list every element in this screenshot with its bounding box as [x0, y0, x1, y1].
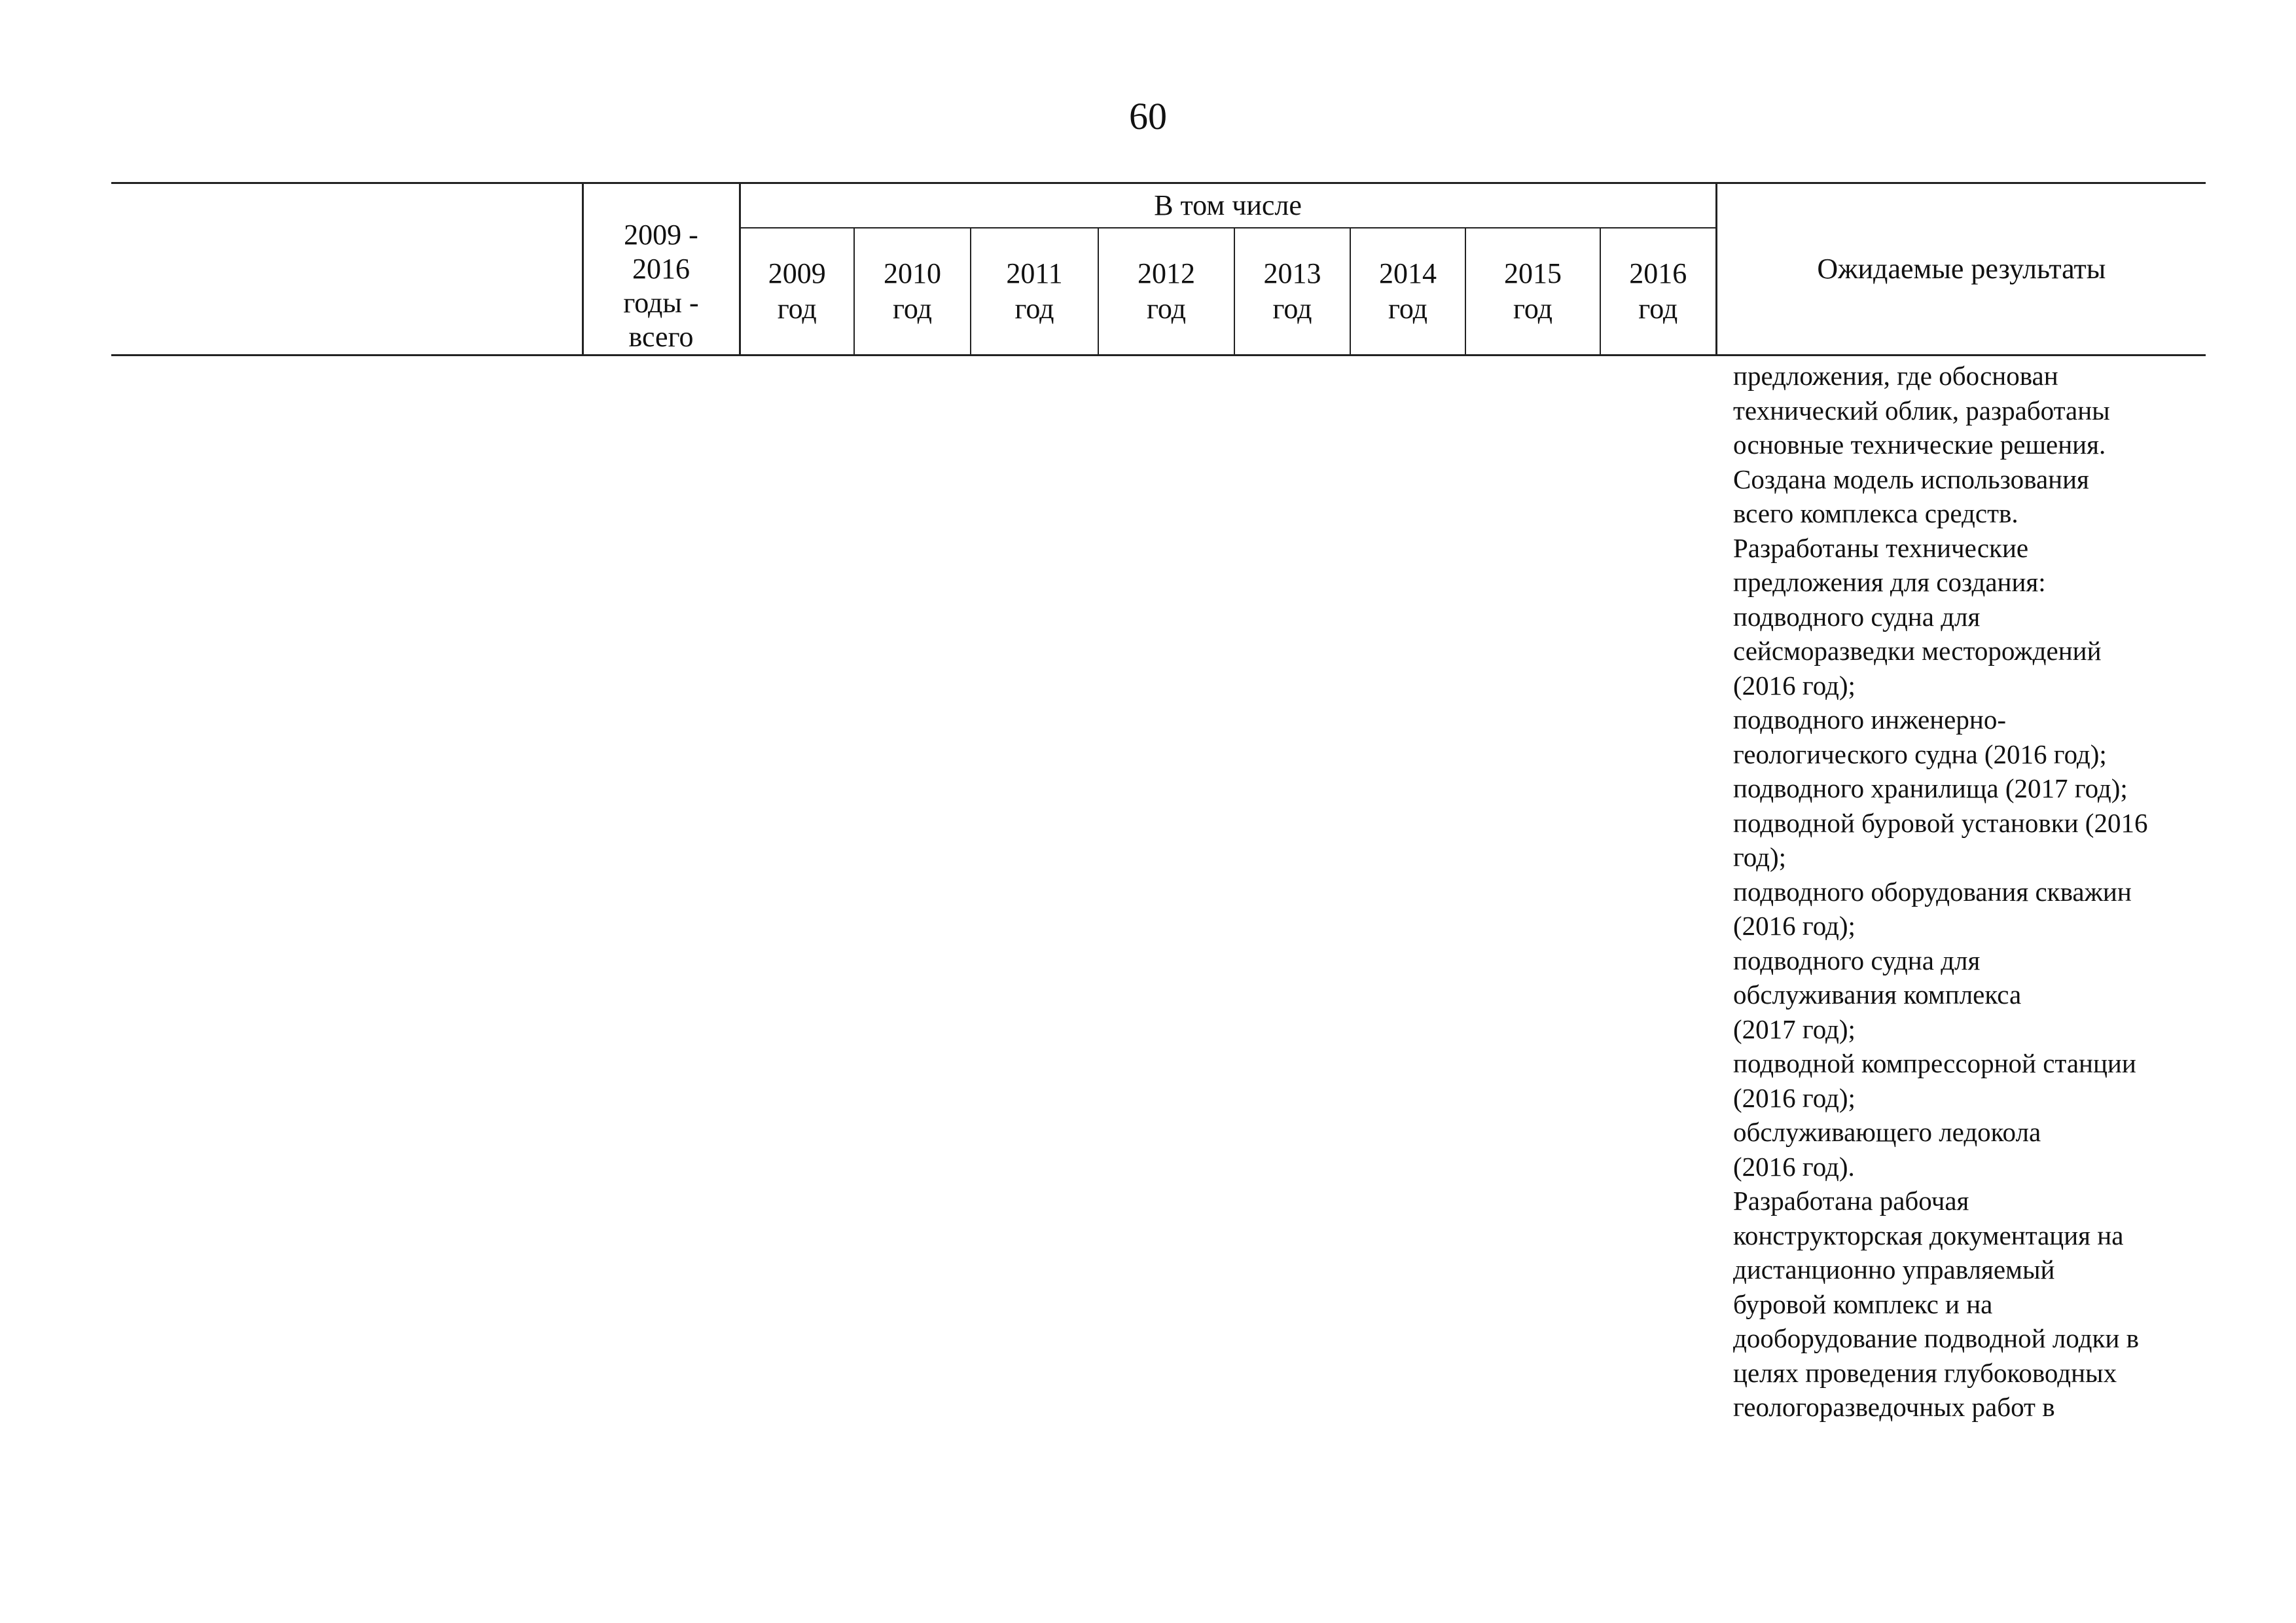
year-unit: год [1014, 293, 1054, 325]
expected-results-text: предложения, где обоснован технический облик, разработаны основные технические решения. Создана модель использования всего комплекса средств. Разработаны технические предложения для создания: подводного судна для сейсморазведки месторождений (2016 год); подводного инженерно- геологического судна (2016 год); подводного хранилища (2017 год); подводной буровой установки (2016 год); подводного оборудования скважин (2016 год); подводного судна для обслуживания комплекса (2017 год); подводной компрессорной станции (2016 год); обслуживающего ледокола (2016 год). Разработана рабочая конструкторская документация на дистанционно управляемый буровой комплекс и на дооборудование подводной лодки в целях проведения глубоководных геологоразведочных работ в [1733, 361, 2148, 1422]
header-total-cell [583, 183, 740, 356]
year-unit: год [892, 293, 933, 325]
header-year-cell [740, 228, 854, 355]
year-label: 2009 [768, 257, 826, 290]
header-year-cell [1350, 228, 1465, 355]
year-label: 2015 [1504, 257, 1562, 290]
year-label: 2016 [1629, 257, 1687, 290]
year-label: 2012 [1138, 257, 1195, 290]
header-total-label: 2009 - 2016 годы - всего [623, 219, 699, 353]
page-number: 60 [1129, 95, 1167, 137]
header-including-label: В том числе [1154, 189, 1302, 222]
header-year-cell [971, 228, 1098, 355]
header-year-cell [1234, 228, 1350, 355]
header-year-cell [854, 228, 971, 355]
year-label: 2013 [1263, 257, 1321, 290]
header-year-cell [1600, 228, 1716, 355]
year-unit: год [777, 293, 817, 325]
year-unit: год [1513, 293, 1553, 325]
year-unit: год [1272, 293, 1312, 325]
year-label: 2010 [884, 257, 941, 290]
header-year-cell [1465, 228, 1600, 355]
header-including-cell [740, 183, 1716, 228]
year-unit: год [1146, 293, 1187, 325]
header-blank-cell [111, 183, 583, 356]
year-label: 2011 [1006, 257, 1063, 290]
year-unit: год [1638, 293, 1678, 325]
header-results-cell [1716, 183, 2206, 356]
table-header [111, 182, 2206, 356]
year-unit: год [1388, 293, 1428, 325]
header-year-cell [1098, 228, 1234, 355]
header-results-label: Ожидаемые результаты [1817, 253, 2106, 285]
year-label: 2014 [1379, 257, 1437, 290]
